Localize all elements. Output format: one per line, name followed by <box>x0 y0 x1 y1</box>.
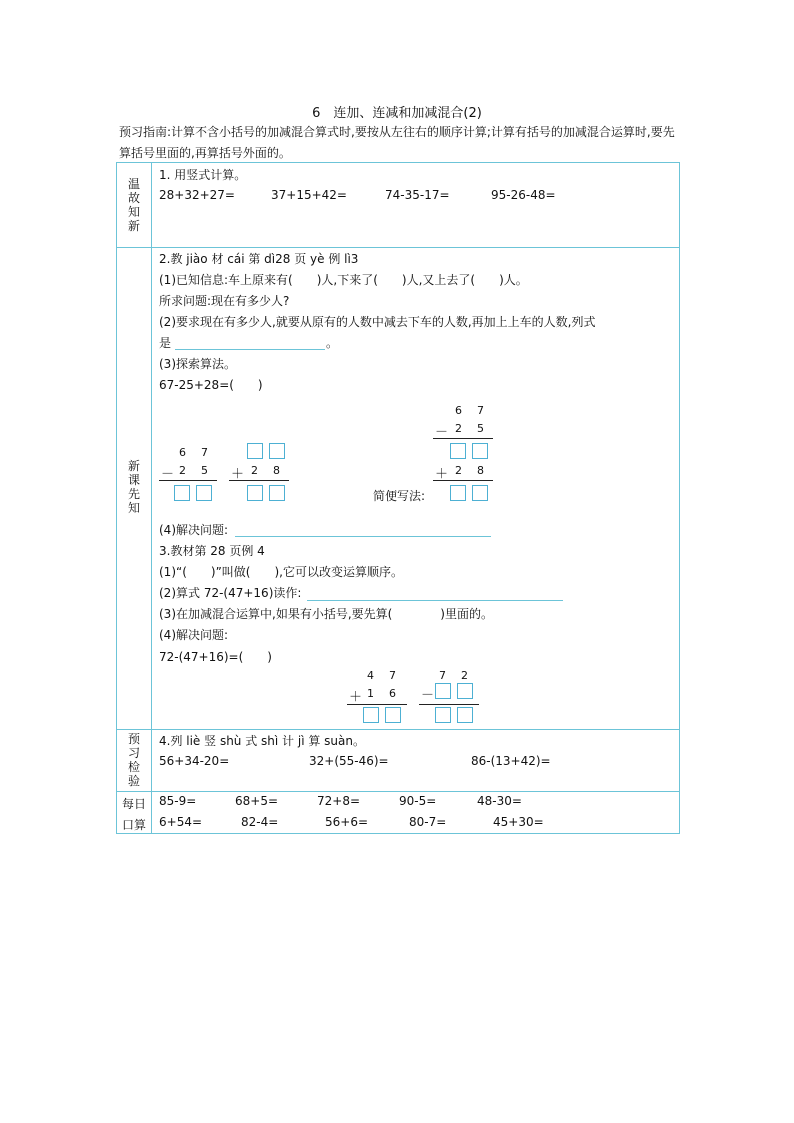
daily-problem: 48-30= <box>477 794 522 808</box>
column-divider <box>151 163 152 833</box>
solve-answer-line[interactable] <box>235 536 491 537</box>
q3-read-as: (2)算式 72-(47+16)读作: <box>159 586 302 600</box>
answer-box[interactable] <box>269 485 285 501</box>
sum-line <box>347 704 407 705</box>
daily-problem: 72+8= <box>317 794 361 808</box>
sum-line <box>433 480 493 481</box>
q2-formula-desc: (2)要求现在有多少人,就要从原有的人数中减去下车的人数,再加上上车的人数,列式 <box>159 315 596 329</box>
answer-box[interactable] <box>435 707 451 723</box>
digit: 7 <box>389 669 396 682</box>
section-label-new: 新 课 先 知 <box>127 459 140 515</box>
digit: 7 <box>201 446 208 459</box>
answer-box[interactable] <box>196 485 212 501</box>
read-as-line[interactable] <box>307 600 563 601</box>
q2-question: 所求问题:现在有多少人? <box>159 294 290 308</box>
review-problem: 95-26-48= <box>491 188 556 202</box>
answer-box[interactable] <box>247 443 263 459</box>
q3-parentheses: (1)“( )”叫做( ),它可以改变运算顺序。 <box>159 565 403 579</box>
preview-problem: 32+(55-46)= <box>309 754 389 768</box>
digit: 2 <box>455 422 462 435</box>
digit: 8 <box>273 464 280 477</box>
digit: 8 <box>477 464 484 477</box>
answer-box[interactable] <box>472 485 488 501</box>
row-divider <box>117 791 679 792</box>
worksheet-table <box>116 162 680 834</box>
daily-problem: 6+54= <box>159 815 203 829</box>
sum-line <box>419 704 479 705</box>
answer-box[interactable] <box>247 485 263 501</box>
digit: 2 <box>251 464 258 477</box>
page-title: 6 连加、连减和加减混合(2) <box>312 106 482 121</box>
digit: 2 <box>179 464 186 477</box>
preview-heading: 4.列 liè 竖 shù 式 shì 计 jì 算 suàn。 <box>159 734 365 748</box>
minus-sign: － <box>161 467 175 482</box>
section-label-preview: 预 习 检 验 <box>127 732 140 788</box>
answer-box[interactable] <box>457 707 473 723</box>
q2-explore: (3)探索算法。 <box>159 357 236 371</box>
review-problem: 74-35-17= <box>385 188 450 202</box>
answer-box[interactable] <box>385 707 401 723</box>
review-heading: 1. 用竖式计算。 <box>159 168 247 182</box>
daily-problem: 82-4= <box>241 815 279 829</box>
answer-box[interactable] <box>363 707 379 723</box>
section-label-review: 温 故 知 新 <box>127 177 140 233</box>
digit: 6 <box>179 446 186 459</box>
minus-sign: － <box>421 688 435 703</box>
digit: 2 <box>455 464 462 477</box>
q2-heading: 2.教 jiào 材 cái 第 dì28 页 yè 例 lì3 <box>159 252 359 266</box>
digit: 7 <box>439 669 446 682</box>
q3-order: (3)在加减混合运算中,如果有小括号,要先算( )里面的。 <box>159 607 493 621</box>
daily-problem: 45+30= <box>493 815 544 829</box>
minus-sign: － <box>435 425 449 440</box>
daily-problem: 68+5= <box>235 794 279 808</box>
digit: 6 <box>455 404 462 417</box>
digit: 1 <box>367 687 374 700</box>
daily-problem: 56+6= <box>325 815 369 829</box>
digit: 2 <box>461 669 468 682</box>
daily-problem: 85-9= <box>159 794 197 808</box>
plus-sign: ＋ <box>435 467 449 482</box>
digit: 5 <box>201 464 208 477</box>
daily-problem: 80-7= <box>409 815 447 829</box>
q2-known-info: (1)已知信息:车上原来有( )人,下来了( )人,又上去了( )人。 <box>159 273 528 287</box>
sum-line <box>159 480 217 481</box>
daily-problem: 90-5= <box>399 794 437 808</box>
answer-box[interactable] <box>450 485 466 501</box>
digit: 7 <box>477 404 484 417</box>
digit: 5 <box>477 422 484 435</box>
sum-line <box>229 480 289 481</box>
plus-sign: ＋ <box>231 467 245 482</box>
q3-expression: 72-(47+16)=( ) <box>159 650 272 664</box>
answer-box[interactable] <box>450 443 466 459</box>
simple-method-label: 简便写法: <box>373 489 426 503</box>
answer-box[interactable] <box>472 443 488 459</box>
q2-solve: (4)解决问题: <box>159 523 229 537</box>
q2-formula-prefix: 是 <box>159 336 172 350</box>
row-divider <box>117 729 679 730</box>
review-problem: 37+15+42= <box>271 188 347 202</box>
answer-box[interactable] <box>435 683 451 699</box>
preview-problem: 86-(13+42)= <box>471 754 551 768</box>
answer-box[interactable] <box>457 683 473 699</box>
q3-heading: 3.教材第 28 页例 4 <box>159 544 265 558</box>
answer-box[interactable] <box>174 485 190 501</box>
section-label-daily: 每日 口算 <box>121 797 146 832</box>
q3-solve: (4)解决问题: <box>159 628 229 642</box>
digit: 4 <box>367 669 374 682</box>
review-problem: 28+32+27= <box>159 188 235 202</box>
digit: 6 <box>389 687 396 700</box>
q2-expression: 67-25+28=( ) <box>159 378 263 392</box>
plus-sign: ＋ <box>349 690 363 705</box>
preview-guide: 预习指南:计算不含小括号的加减混合算式时,要按从左往右的顺序计算;计算有括号的加减混合运算时,要先算括号里面的,再算括号外面的。 <box>119 125 675 160</box>
row-divider <box>117 247 679 248</box>
answer-box[interactable] <box>269 443 285 459</box>
sum-line <box>433 438 493 439</box>
preview-problem: 56+34-20= <box>159 754 230 768</box>
formula-answer-line[interactable] <box>175 349 325 350</box>
q2-formula-end: 。 <box>326 336 339 350</box>
